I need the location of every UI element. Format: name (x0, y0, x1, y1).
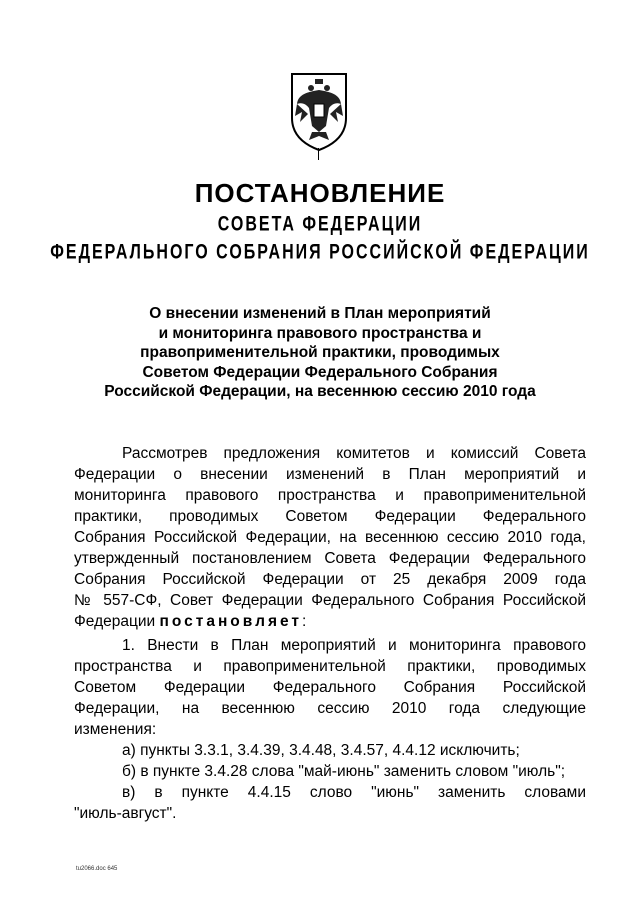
item-a: а) пункты 3.3.1, 3.4.39, 3.4.48, 3.4.57, 4.4.12 исключить; (122, 742, 520, 759)
file-footer: tu2066.doc 645 (76, 866, 118, 872)
item-c: в) в пункте 4.4.15 слово "июнь" заменить словами (122, 784, 586, 801)
document-title: ПОСТАНОВЛЕНИЕ (194, 178, 446, 208)
preamble-paragraph (74, 443, 586, 632)
preamble-last-word: Федерации (74, 613, 156, 630)
document-subtitle-1: СОВЕТА ФЕДЕРАЦИИ (217, 212, 423, 236)
subject-line: Российской Федерации, на весеннюю сессию 2010 года (104, 383, 536, 400)
decree-word: постановляет (159, 613, 302, 630)
document-subject (60, 304, 580, 402)
preamble-line: мониторинга правового пространства и правоприменительной (74, 487, 586, 504)
point-1-line: Федерации, на весеннюю сессию 2010 года следующие (74, 700, 586, 717)
preamble-line: Федерации о внесении изменений в План мероприятий и (74, 466, 586, 483)
preamble-line: № 557-СФ, Совет Федерации Федерального Собрания Российской (74, 592, 586, 609)
subject-line: и мониторинга правового пространства и (158, 324, 482, 342)
subject-line: О внесении изменений в План мероприятий (149, 305, 491, 322)
point-1-line: изменения: (74, 721, 157, 738)
emblem-divider (318, 148, 319, 160)
preamble-line: Собрания Российской Федерации от 25 декабря 2009 года (74, 571, 586, 588)
preamble-line: практики, проводимых Советом Федерации Федерального (74, 508, 586, 525)
decree-colon: : (302, 613, 307, 630)
subject-line: Советом Федерации Федерального Собрания (142, 363, 498, 381)
subject-line: правоприменительной практики, проводимых (140, 344, 500, 361)
preamble-last-line (74, 611, 586, 632)
preamble-line: утвержденный постановлением Совета Федерации Федерального (74, 550, 586, 567)
point-1-line: Советом Федерации Федерального Собрания Российской (74, 679, 586, 696)
point-1-paragraph (74, 635, 586, 824)
item-b: б) в пункте 3.4.28 слова "май-июнь" заменить словом "июль"; (122, 763, 566, 780)
item-c-continuation: "июль-август". (74, 805, 177, 822)
preamble-line: Собрания Российской Федерации, на весеннюю сессию 2010 года, (74, 529, 586, 546)
coat-of-arms-emblem (288, 70, 350, 152)
document-subtitle-2: ФЕДЕРАЛЬНОГО СОБРАНИЯ РОССИЙСКОЙ ФЕДЕРАЦИИ (50, 240, 590, 264)
preamble-line: Рассмотрев предложения комитетов и комиссий Совета (122, 445, 586, 462)
point-1-line: 1. Внести в План мероприятий и мониторинга правового (122, 637, 586, 654)
point-1-line: пространства и правоприменительной практики, проводимых (74, 658, 586, 675)
